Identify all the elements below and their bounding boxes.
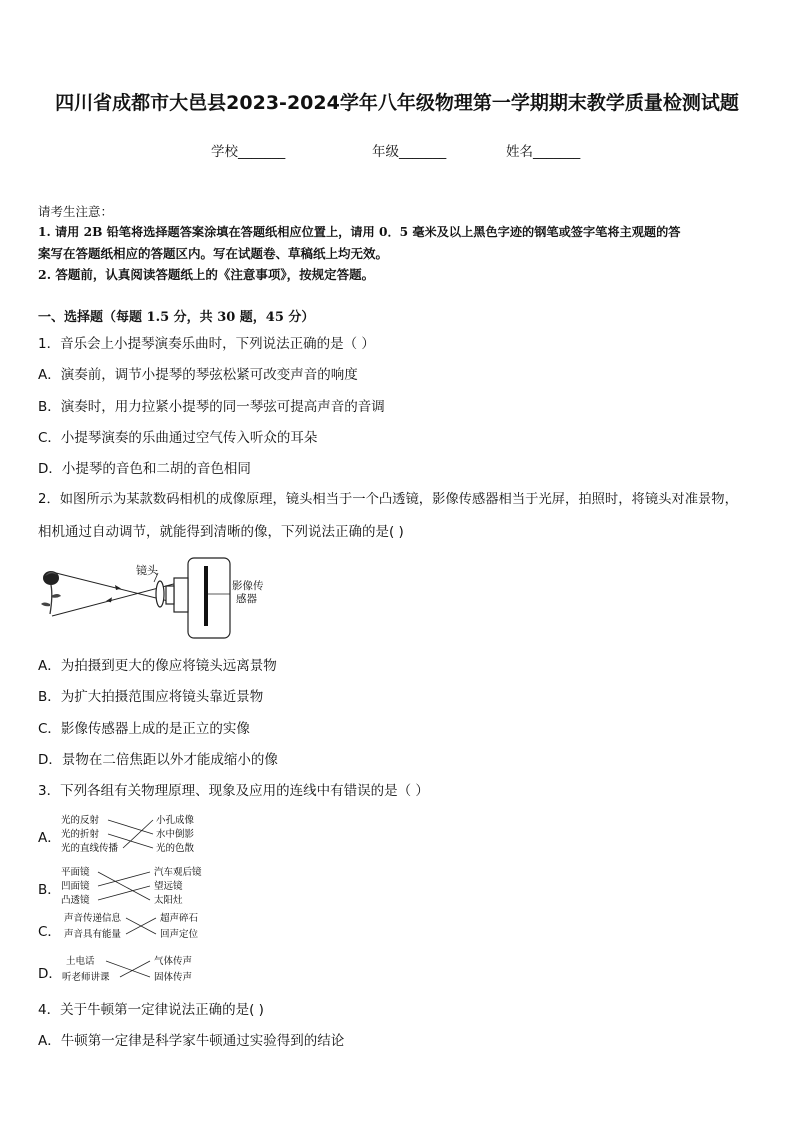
question-4-stem: 4．关于牛顿第一定律说法正确的是( ) bbox=[38, 1002, 264, 1018]
q3b-left-1: 平面镜 bbox=[61, 867, 90, 878]
lens-label: 镜头 bbox=[136, 564, 158, 577]
lens-icon bbox=[156, 581, 164, 607]
sensor-label-2: 感器 bbox=[236, 593, 257, 605]
q3a-right-3: 光的色散 bbox=[156, 843, 195, 854]
q3d-right-1: 气体传声 bbox=[154, 956, 193, 967]
q3d-left-2: 听老师讲课 bbox=[62, 972, 110, 983]
q3a-left-1: 光的反射 bbox=[61, 815, 100, 826]
flower-icon bbox=[41, 571, 61, 614]
question-3-option-d-letter: D． bbox=[38, 966, 62, 982]
q3a-left-2: 光的折射 bbox=[61, 829, 100, 840]
question-1-option-b: B．演奏时，用力拉紧小提琴的同一琴弦可提高声音的音调 bbox=[38, 399, 385, 415]
question-2-option-d: D．景物在二倍焦距以外才能成缩小的像 bbox=[38, 752, 278, 768]
question-3-option-a-diagram bbox=[58, 810, 218, 860]
section-heading: 一、选择题（每题 1.5 分，共 30 题，45 分） bbox=[38, 310, 315, 325]
q3c-left-1: 声音传递信息 bbox=[64, 913, 122, 924]
q3c-right-1: 超声碎石 bbox=[160, 913, 199, 924]
q3c-left-2: 声音具有能量 bbox=[64, 929, 122, 940]
q3b-left-3: 凸透镜 bbox=[61, 895, 90, 906]
camera-diagram bbox=[36, 556, 276, 644]
question-2-stem-line2: 相机通过自动调节，就能得到清晰的像，下列说法正确的是( ) bbox=[38, 524, 404, 540]
grade-field: 年级_______ bbox=[372, 144, 447, 160]
question-2-option-b: B．为扩大拍摄范围应将镜头靠近景物 bbox=[38, 689, 264, 705]
q3d-left-1: 土电话 bbox=[66, 956, 95, 967]
question-2-stem-line1: 2．如图所示为某款数码相机的成像原理，镜头相当于一个凸透镜，影像传感器相当于光屏，拍照时，将镜头对准景物， bbox=[38, 492, 738, 507]
q3c-right-2: 回声定位 bbox=[160, 929, 199, 940]
question-3-option-c-diagram bbox=[58, 908, 218, 948]
question-2-option-a: A．为拍摄到更大的像应将镜头远离景物 bbox=[38, 658, 277, 674]
q3b-right-2: 望远镜 bbox=[154, 881, 183, 892]
question-1-stem: 1．音乐会上小提琴演奏乐曲时，下列说法正确的是（ ） bbox=[38, 336, 375, 352]
q3a-left-3: 光的直线传播 bbox=[61, 843, 119, 854]
q3a-right-2: 水中倒影 bbox=[156, 829, 195, 840]
school-field: 学校_______ bbox=[211, 144, 286, 160]
sensor-label-1: 影像传 bbox=[232, 580, 264, 592]
question-4-option-a: A．牛顿第一定律是科学家牛顿通过实验得到的结论 bbox=[38, 1033, 345, 1049]
question-1-option-c: C．小提琴演奏的乐曲通过空气传入听众的耳朵 bbox=[38, 430, 318, 446]
question-3-option-d-diagram bbox=[58, 951, 218, 991]
q3b-left-2: 凹面镜 bbox=[61, 881, 90, 892]
question-3-option-a-letter: A． bbox=[38, 830, 61, 846]
question-3-option-c-letter: C． bbox=[38, 924, 61, 940]
page-title: 四川省成都市大邑县2023-2024学年八年级物理第一学期期末教学质量检测试题 bbox=[55, 92, 739, 114]
question-2-option-c: C．影像传感器上成的是正立的实像 bbox=[38, 721, 250, 737]
q3b-right-3: 太阳灶 bbox=[154, 895, 183, 906]
notice-line2: 2. 答题前，认真阅读答题纸上的《注意事项》，按规定答题。 bbox=[38, 267, 375, 282]
question-3-option-b-letter: B． bbox=[38, 882, 61, 898]
question-3-stem: 3．下列各组有关物理原理、现象及应用的连线中有错误的是（ ） bbox=[38, 783, 429, 799]
name-field: 姓名_______ bbox=[506, 144, 581, 160]
notice-heading: 请考生注意： bbox=[38, 204, 114, 219]
notice-line1a: 1. 请用 2B 铅笔将选择题答案涂填在答题纸相应位置上，请用 0．5 毫米及以上黑色字迹的钢笔或签字笔将主观题的答 bbox=[38, 225, 681, 239]
q3d-right-2: 固体传声 bbox=[154, 972, 193, 983]
q3b-right-1: 汽车观后镜 bbox=[154, 867, 202, 878]
question-1-option-a: A．演奏前，调节小提琴的琴弦松紧可改变声音的响度 bbox=[38, 367, 358, 383]
notice-line1b: 案写在答题纸相应的答题区内。写在试题卷、草稿纸上均无效。 bbox=[38, 246, 389, 261]
q3a-right-1: 小孔成像 bbox=[156, 815, 195, 826]
question-3-option-b-diagram bbox=[58, 862, 218, 912]
question-1-option-d: D．小提琴的音色和二胡的音色相同 bbox=[38, 461, 251, 477]
